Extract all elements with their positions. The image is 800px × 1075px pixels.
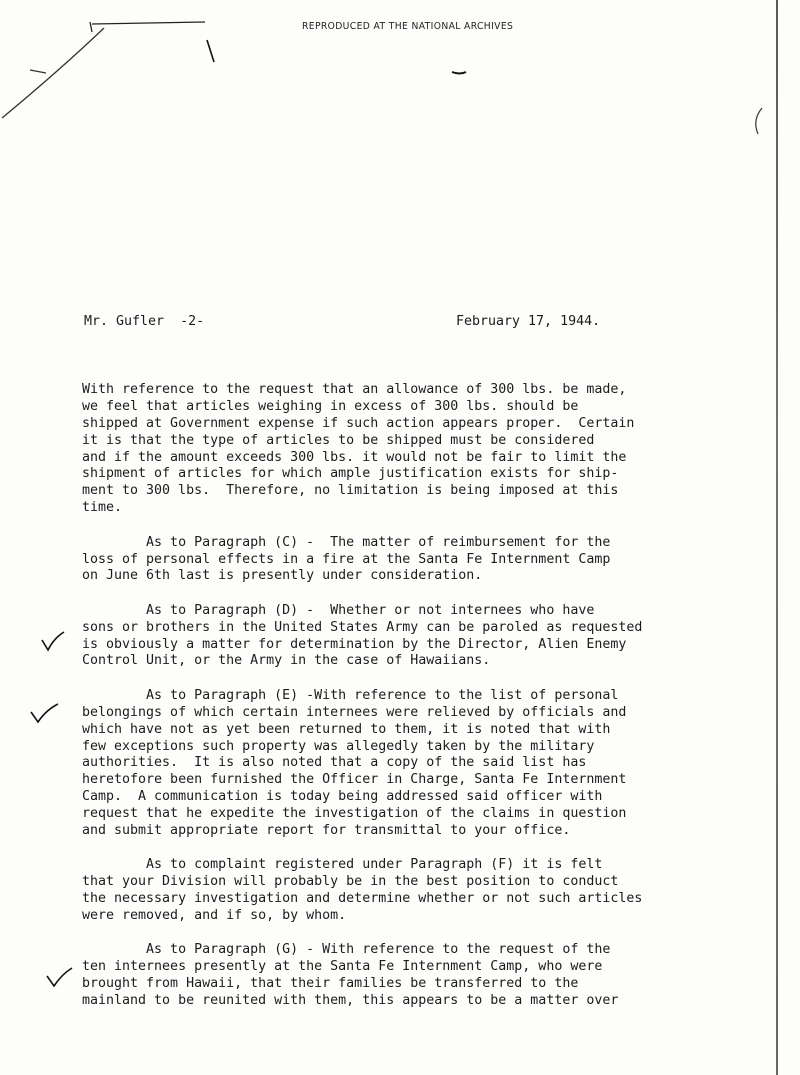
text-line: Control Unit, or the Army in the case of Hawaiians. (82, 653, 491, 669)
text-line: authorities. It is also noted that a copy of the said list has (82, 755, 587, 771)
text-line: shipment of articles for which ample justification exists for ship- (82, 466, 619, 482)
archive-stamp: REPRODUCED AT THE NATIONAL ARCHIVES (302, 21, 514, 32)
check-mark-e (28, 700, 62, 730)
text-line: As to complaint registered under Paragraph (F) it is felt (82, 857, 603, 873)
pen-marks (0, 0, 800, 400)
parenthesis-mark (756, 108, 762, 134)
dash-mark-center (452, 72, 466, 74)
text-line: that your Division will probably be in the best position to conduct (82, 874, 619, 890)
text-line: brought from Hawaii, that their families be transferred to the (82, 976, 579, 992)
text-line: few exceptions such property was allegedly taken by the military (82, 738, 595, 754)
diagonal-pen-stroke (2, 28, 104, 118)
top-left-pen-stroke (92, 22, 205, 24)
dash-mark (30, 70, 46, 73)
text-line: we feel that articles weighing in excess of 300 lbs. should be (82, 398, 579, 414)
text-line: mainland to be reunited with them, this appears to be a matter over (82, 993, 619, 1009)
text-line: request that he expedite the investigation of the claims in question (82, 806, 627, 822)
check-mark-g (44, 964, 76, 994)
text-line: which have not as yet been returned to them, it is noted that with (82, 721, 611, 737)
text-line: the necessary investigation and determine whether or not such articles (82, 891, 643, 907)
text-line: ment to 300 lbs. Therefore, no limitation is being imposed at this (82, 483, 619, 499)
text-line: and submit appropriate report for transmittal to your office. (82, 822, 571, 838)
text-line: on June 6th last is presently under consideration. (82, 568, 483, 584)
letter-header (84, 314, 624, 334)
letter-body (82, 382, 702, 1028)
paragraph-g (82, 942, 702, 1010)
text-line: were removed, and if so, by whom. (82, 908, 347, 924)
text-line: ten internees presently at the Santa Fe Internment Camp, who were (82, 959, 603, 975)
text-line: Camp. A communication is today being addressed said officer with (82, 789, 603, 805)
text-line: belongings of which certain internees were relieved by officials and (82, 704, 627, 720)
paragraph-allowance (82, 382, 702, 517)
text-line: loss of personal effects in a fire at the Santa Fe Internment Camp (82, 551, 611, 567)
text-line: shipped at Government expense if such action appears proper. Certain (82, 415, 635, 431)
text-line: As to Paragraph (C) - The matter of reimbursement for the (82, 534, 611, 550)
paragraph-f (82, 857, 702, 925)
text-line: sons or brothers in the United States Army can be paroled as requested (82, 619, 643, 635)
text-line: As to Paragraph (D) - Whether or not internees who have (82, 602, 595, 618)
text-line: With reference to the request that an allowance of 300 lbs. be made, (82, 382, 627, 397)
text-line: it is that the type of articles to be shipped must be considered (82, 432, 595, 448)
top-left-pen-hook (90, 22, 92, 32)
text-line: As to Paragraph (G) - With reference to the request of the (82, 942, 611, 958)
text-line: As to Paragraph (E) -With reference to the list of personal (82, 687, 619, 703)
page-edge-line (776, 0, 778, 1075)
text-line: and if the amount exceeds 300 lbs. it would not be fair to limit the (82, 449, 627, 465)
check-mark-d (38, 628, 68, 658)
paragraph-e (82, 688, 702, 840)
text-line: time. (82, 500, 123, 516)
letter-date: February 17, 1944. (456, 314, 601, 329)
text-line: heretofore been furnished the Officer in Charge, Santa Fe Internment (82, 772, 627, 788)
addressee-page-number: Mr. Gufler -2- (84, 314, 205, 329)
text-line: is obviously a matter for determination by the Director, Alien Enemy (82, 636, 627, 652)
paragraph-d (82, 603, 702, 671)
paragraph-c (82, 535, 702, 586)
tick-mark-top (207, 40, 214, 62)
